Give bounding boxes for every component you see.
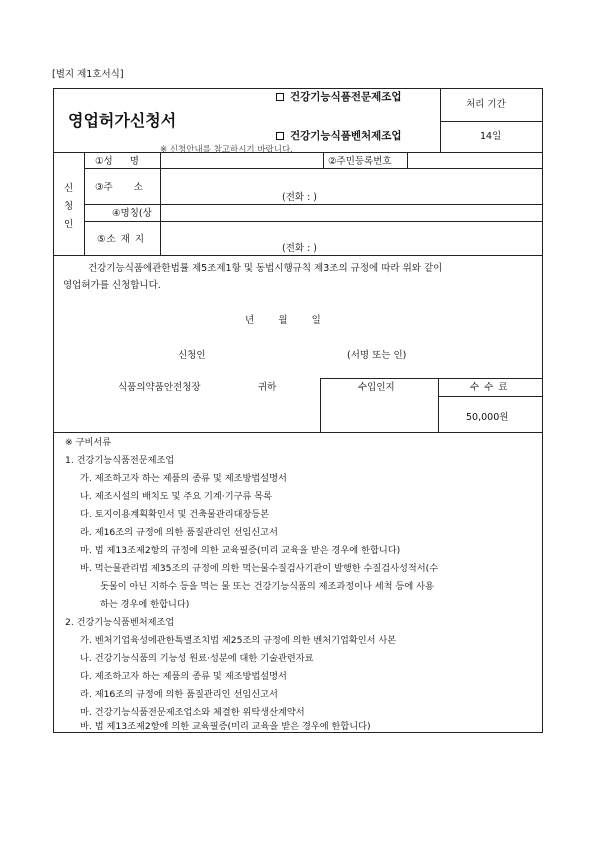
list-item: 라. 제16조의 규정에 의한 품질관리인 선임신고서 xyxy=(80,689,278,700)
list-item: 바. 법 제13조제2항에 의한 교육필증(미리 교육을 받은 경우에 한합니다) xyxy=(80,721,371,732)
address-input[interactable] xyxy=(162,170,541,190)
list-item: 라. 제16조의 규정에 의한 품질관리인 선임신고서 xyxy=(80,527,278,538)
list-item: 가. 제조하고자 하는 제품의 종류 및 제조방법설명서 xyxy=(80,473,287,484)
guide-note: ※ 신청안내를 참고하시기 바랍니다. xyxy=(160,145,293,155)
page-title: 영업허가신청서 xyxy=(68,111,177,130)
applicant-group-2: 청 xyxy=(64,201,74,212)
name-input[interactable] xyxy=(162,154,320,167)
checkbox-professional[interactable] xyxy=(276,93,284,101)
list-item: 나. 제조시설의 배치도 및 주요 기계·기구류 목록 xyxy=(80,491,272,502)
revenue-stamp-label: 수입인지 xyxy=(358,382,395,393)
fee-value: 50,000원 xyxy=(466,412,509,423)
option-professional[interactable]: 건강기능식품전문제조업 xyxy=(276,92,402,103)
location-label: ⑤소 재 지 xyxy=(97,234,146,245)
date-line: 년 월 일 xyxy=(245,315,321,326)
option-venture[interactable]: 건강기능식품벤처제조업 xyxy=(276,131,402,142)
list-item-continued: 하는 경우에 한합니다) xyxy=(100,599,190,610)
location-input[interactable] xyxy=(162,223,541,241)
list-item-continued: 돗물이 아닌 지하수 등을 먹는 물 또는 건강기능식품의 제조과정이나 세척 등에 사용 xyxy=(100,581,434,592)
list-item: 다. 제조하고자 하는 제품의 종류 및 제조방법설명서 xyxy=(80,671,287,682)
address-phone: (전화 : ) xyxy=(282,192,318,203)
regno-input[interactable] xyxy=(409,154,541,167)
checkbox-venture[interactable] xyxy=(276,132,284,140)
section-1-title: 1. 건강기능식품전문제조업 xyxy=(65,455,175,466)
applicant-sign-label: 신청인 xyxy=(178,350,206,361)
applicant-group-1: 신 xyxy=(64,183,74,194)
processing-value: 14일 xyxy=(480,131,502,142)
address-label: ③주 소 xyxy=(95,182,143,193)
list-item: 나. 건강기능식품의 기능성 원료·성분에 대한 기술관련자료 xyxy=(80,653,314,664)
declaration-line-1: 건강기능식품에관한법률 제5조제1항 및 동법시행규칙 제3조의 규정에 따라 위와 같이 xyxy=(88,263,443,274)
list-item: 바. 먹는물관리법 제35조의 규정에 의한 먹는물수질검사기관이 발행한 수질검사성적서(수 xyxy=(80,563,439,574)
regno-label: ②주민등록번호 xyxy=(328,156,392,167)
signature-label: (서명 또는 인) xyxy=(347,350,407,361)
processing-label: 처리 기간 xyxy=(466,99,506,110)
list-item: 마. 법 제13조제2항의 규정에 의한 교육필증(미리 교육을 받은 경우에 한합니다) xyxy=(80,545,401,556)
list-item: 가. 벤처기업육성에관한특별조치법 제25조의 규정에 의한 벤처기업확인서 사본 xyxy=(80,635,397,646)
fee-label: 수 수 료 xyxy=(470,382,508,393)
recipient: 식품의약품안전청장 xyxy=(118,382,201,393)
trade-name-input[interactable] xyxy=(162,206,541,219)
list-item: 다. 토지이용계획확인서 및 건축물관리대장등본 xyxy=(80,509,270,520)
list-item: 마. 건강기능식품전문제조업소와 체결한 위탁생산계약서 xyxy=(80,707,305,718)
name-label: ①성 명 xyxy=(95,156,139,167)
documents-heading: ※ 구비서류 xyxy=(65,437,112,448)
revenue-stamp-area xyxy=(322,397,436,431)
applicant-group-3: 인 xyxy=(64,219,74,230)
recipient-suffix: 귀하 xyxy=(258,382,277,393)
location-phone: (전화 : ) xyxy=(282,243,318,254)
declaration-line-2: 영업허가를 신청합니다. xyxy=(63,280,161,291)
section-2-title: 2. 건강기능식품벤처제조업 xyxy=(65,617,175,628)
trade-name-label: ④명칭(상 xyxy=(112,208,152,219)
form-number: [별지 제1호서식] xyxy=(52,69,124,80)
